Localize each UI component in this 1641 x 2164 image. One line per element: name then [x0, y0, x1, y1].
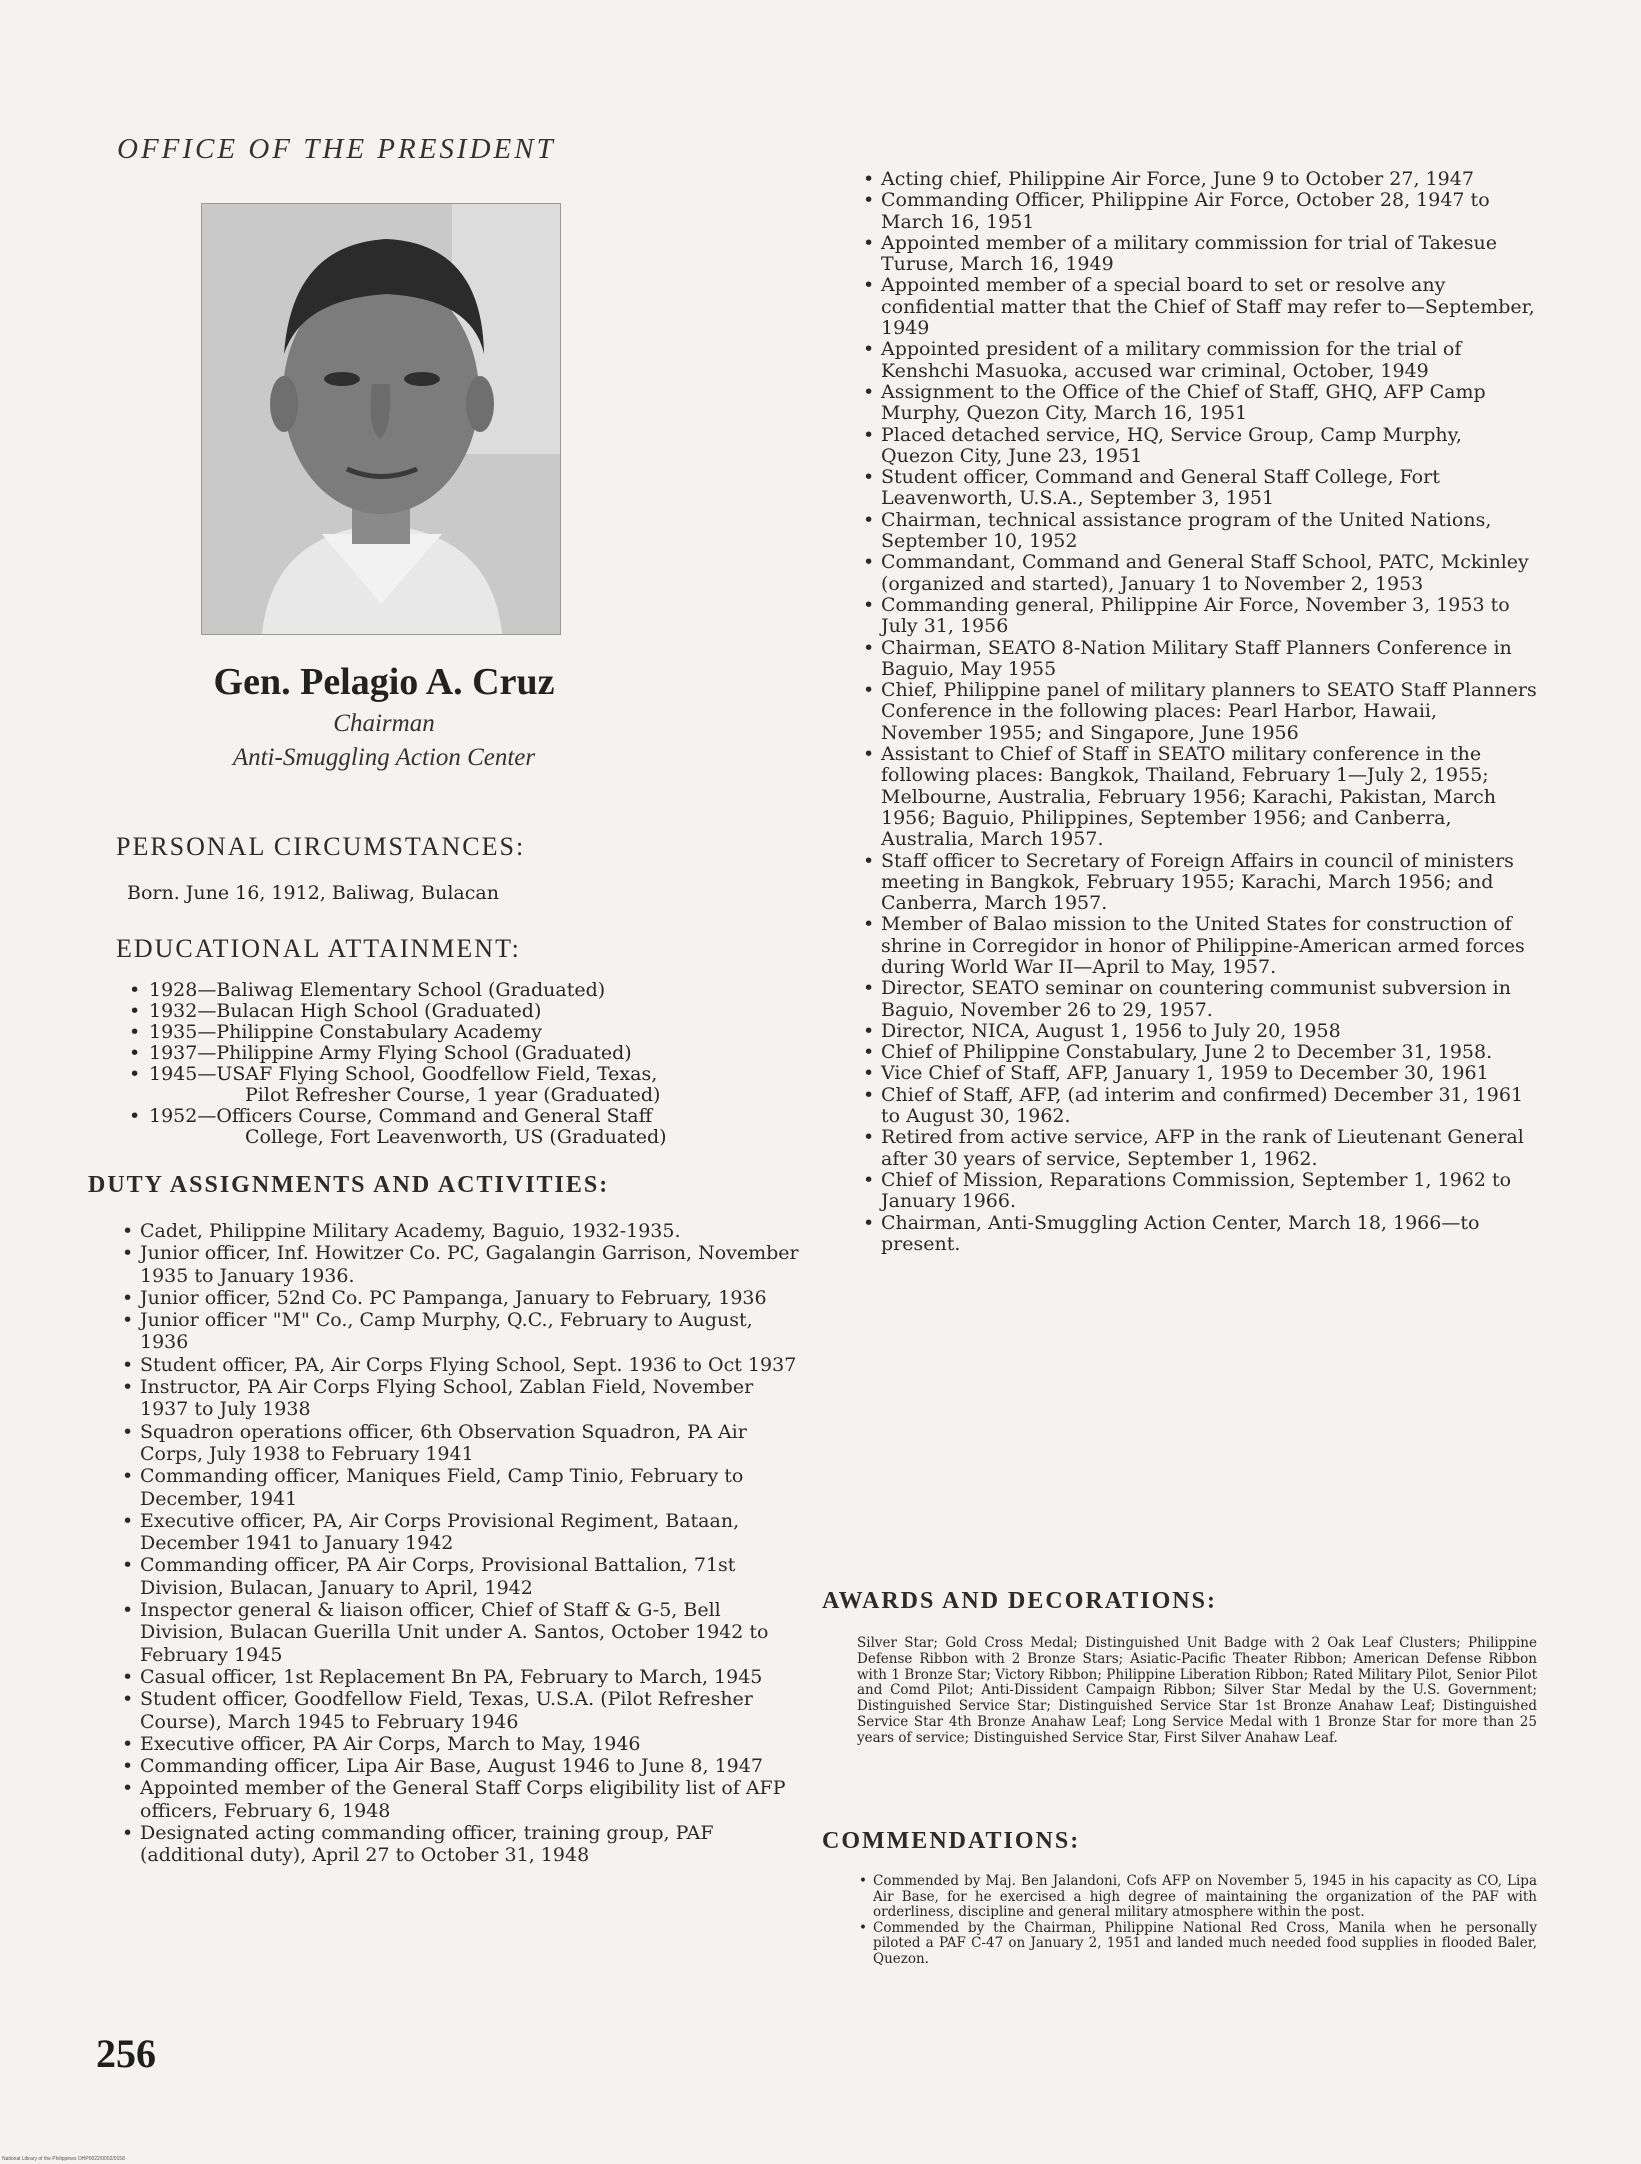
duty-item: • Acting chief, Philippine Air Force, June 9 to October 27, 1947 — [861, 169, 1537, 190]
duty-item: • Student officer, Command and General Staff College, Fort Leavenworth, U.S.A., September 3, 1951 — [861, 467, 1537, 510]
duty-item: • Cadet, Philippine Military Academy, Baguio, 1932-1935. — [120, 1220, 802, 1242]
duty-item: • Chief of Mission, Reparations Commission, September 1, 1962 to January 1966. — [861, 1170, 1537, 1213]
office-header: OFFICE OF THE PRESIDENT — [117, 133, 556, 165]
education-item — [127, 980, 817, 1001]
commendation-item: • Commended by the Chairman, Philippine National Red Cross, Manila when he personally piloted a PAF C-47 on January 2, 1951 and landed much needed food supplies in flooded Baler, Quezon. — [857, 1921, 1537, 1968]
duty-item: • Junior officer, 52nd Co. PC Pampanga, January to February, 1936 — [120, 1287, 802, 1309]
duty-item: • Placed detached service, HQ, Service Group, Camp Murphy, Quezon City, June 23, 1951 — [861, 425, 1537, 468]
education-item-continuation: College, Fort Leavenworth, US (Graduated) — [245, 1126, 667, 1148]
education-item-text: 1945—USAF Flying School, Goodfellow Field, Texas, — [149, 1063, 658, 1085]
page-number: 256 — [96, 2031, 156, 2076]
duty-item: • Casual officer, 1st Replacement Bn PA, February to March, 1945 — [120, 1666, 802, 1688]
education-item — [127, 1001, 817, 1022]
duty-item: • Appointed president of a military commission for the trial of Kenshchi Masuoka, accused war criminal, October, 1949 — [861, 339, 1537, 382]
duty-item: • Executive officer, PA Air Corps, March to May, 1946 — [120, 1733, 802, 1755]
education-item-continuation: Pilot Refresher Course, 1 year (Graduated) — [245, 1084, 661, 1106]
education-heading: EDUCATIONAL ATTAINMENT: — [116, 934, 521, 963]
duty-item: • Student officer, PA, Air Corps Flying School, Sept. 1936 to Oct 1937 — [120, 1354, 802, 1376]
duty-item: • Junior officer, Inf. Howitzer Co. PC, Gagalangin Garrison, November 1935 to January 1936. — [120, 1242, 802, 1287]
duty-item: • Commanding officer, Lipa Air Base, August 1946 to June 8, 1947 — [120, 1755, 802, 1777]
duty-item: • Appointed member of a special board to set or resolve any confidential matter that the Chief of Staff may refer to—September, 1949 — [861, 275, 1537, 339]
duty-item: • Member of Balao mission to the United States for construction of shrine in Corregidor in honor of Philippine-American armed forces during World War II—April to May, 1957. — [861, 914, 1537, 978]
duty-item: • Assignment to the Office of the Chief of Staff, GHQ, AFP Camp Murphy, Quezon City, March 16, 1951 — [861, 382, 1537, 425]
commendations-heading: COMMENDATIONS: — [822, 1828, 1081, 1854]
duty-item: • Retired from active service, AFP in the rank of Lieutenant General after 30 years of service, September 1, 1962. — [861, 1127, 1537, 1170]
duty-list-right — [861, 169, 1537, 1255]
duty-item: • Vice Chief of Staff, AFP, January 1, 1959 to December 30, 1961 — [861, 1063, 1537, 1084]
education-item-text: 1952—Officers Course, Command and General Staff — [149, 1105, 653, 1127]
duty-item: • Inspector general & liaison officer, Chief of Staff & G-5, Bell Division, Bulacan Guerilla Unit under A. Santos, October 1942 to February 1945 — [120, 1599, 802, 1666]
education-item-text: 1937—Philippine Army Flying School (Graduated) — [149, 1042, 632, 1064]
education-list — [127, 980, 817, 1148]
commendation-item: • Commended by Maj. Ben Jalandoni, Cofs AFP on November 5, 1945 in his capacity as CO, Lipa Air Base, for he exercised a high degree of maintaining the organization of the PAF with orderliness, discipline and general military atmosphere within the post. — [857, 1874, 1537, 1921]
duty-heading: DUTY ASSIGNMENTS AND ACTIVITIES: — [88, 1172, 610, 1198]
duty-item: • Assistant to Chief of Staff in SEATO military conference in the following places: Bangkok, Thailand, February 1—July 2, 1955; Melbourne, Australia, February 1956; Karachi, Pakistan, March 1956; Baguio, Philippines, September 1956; and Canberra, Australia, March 1957. — [861, 744, 1537, 850]
education-item — [127, 1064, 817, 1106]
duty-item: • Chief, Philippine panel of military planners to SEATO Staff Planners Conference in the following places: Pearl Harbor, Hawaii, November 1955; and Singapore, June 1956 — [861, 680, 1537, 744]
person-name: Gen. Pelagio A. Cruz — [213, 661, 555, 703]
duty-item: • Commanding officer, Maniques Field, Camp Tinio, February to December, 1941 — [120, 1465, 802, 1510]
duty-item: • Chairman, technical assistance program of the United Nations, September 10, 1952 — [861, 510, 1537, 553]
duty-item: • Appointed member of the General Staff Corps eligibility list of AFP officers, February 6, 1948 — [120, 1777, 802, 1822]
duty-item: • Designated acting commanding officer, training group, PAF (additional duty), April 27 to October 31, 1948 — [120, 1822, 802, 1867]
person-organization: Anti-Smuggling Action Center — [232, 744, 536, 771]
education-item-text: 1932—Bulacan High School (Graduated) — [149, 1000, 542, 1022]
duty-item: • Staff officer to Secretary of Foreign Affairs in council of ministers meeting in Bangkok, February 1955; Karachi, March 1956; and Canberra, March 1957. — [861, 851, 1537, 915]
education-item-text: 1935—Philippine Constabulary Academy — [149, 1021, 542, 1043]
duty-item: • Chief of Staff, AFP, (ad interim and confirmed) December 31, 1961 to August 30, 1962. — [861, 1085, 1537, 1128]
commendations-list — [857, 1874, 1537, 1968]
education-item — [127, 1043, 817, 1064]
portrait-photo — [201, 203, 561, 635]
duty-list-left — [120, 1220, 802, 1867]
duty-item: • Student officer, Goodfellow Field, Texas, U.S.A. (Pilot Refresher Course), March 1945 to February 1946 — [120, 1688, 802, 1733]
duty-item: • Commanding Officer, Philippine Air Force, October 28, 1947 to March 16, 1951 — [861, 190, 1537, 233]
archive-footer: National Library of the Philippines OHP0022/0002/0158 — [2, 2156, 125, 2162]
duty-item: • Instructor, PA Air Corps Flying School, Zablan Field, November 1937 to July 1938 — [120, 1376, 802, 1421]
duty-item: • Commanding general, Philippine Air Force, November 3, 1953 to July 31, 1956 — [861, 595, 1537, 638]
portrait-illustration — [202, 204, 560, 634]
duty-item: • Chairman, Anti-Smuggling Action Center, March 18, 1966—to present. — [861, 1213, 1537, 1256]
birth-info: Born. June 16, 1912, Baliwag, Bulacan — [127, 882, 499, 904]
duty-item: • Squadron operations officer, 6th Observation Squadron, PA Air Corps, July 1938 to February 1941 — [120, 1421, 802, 1466]
education-item-text: 1928—Baliwag Elementary School (Graduated) — [149, 979, 606, 1001]
duty-item: • Director, NICA, August 1, 1956 to July 20, 1958 — [861, 1021, 1537, 1042]
education-item — [127, 1106, 817, 1148]
duty-item: • Commandant, Command and General Staff School, PATC, Mckinley (organized and started), January 1 to November 2, 1953 — [861, 552, 1537, 595]
education-item — [127, 1022, 817, 1043]
duty-item: • Chief of Philippine Constabulary, June 2 to December 31, 1958. — [861, 1042, 1537, 1063]
duty-item: • Chairman, SEATO 8-Nation Military Staff Planners Conference in Baguio, May 1955 — [861, 638, 1537, 681]
duty-item: • Director, SEATO seminar on countering communist subversion in Baguio, November 26 to 29, 1957. — [861, 978, 1537, 1021]
duty-item: • Appointed member of a military commission for trial of Takesue Turuse, March 16, 1949 — [861, 233, 1537, 276]
awards-text: Silver Star; Gold Cross Medal; Distinguished Unit Badge with 2 Oak Leaf Clusters; Philippine Defense Ribbon with 2 Bronze Stars; Asiatic-Pacific Theater Ribbon; American Defense Ribbon with 1 Bronze Star; Victory Ribbon; Philippine Liberation Ribbon; Rated Military Pilot, Senior Pilot and Comd Pilot; Anti-Dissident Campaign Ribbon; Silver Star Medal by the U.S. Government; Distinguished Service Star; Distinguished Service Star 1st Bronze Anahaw Leaf; Distinguished Service Star 4th Bronze Anahaw Leaf; Long Service Medal with 1 Bronze Star for more than 25 years of service; Distinguished Service Star, First Silver Anahaw Leaf. — [857, 1635, 1537, 1746]
awards-heading: AWARDS AND DECORATIONS: — [822, 1588, 1217, 1614]
personal-heading: PERSONAL CIRCUMSTANCES: — [116, 832, 526, 861]
person-title: Chairman — [333, 710, 435, 737]
duty-item: • Commanding officer, PA Air Corps, Provisional Battalion, 71st Division, Bulacan, January to April, 1942 — [120, 1554, 802, 1599]
duty-item: • Junior officer "M" Co., Camp Murphy, Q.C., February to August, 1936 — [120, 1309, 802, 1354]
duty-item: • Executive officer, PA, Air Corps Provisional Regiment, Bataan, December 1941 to January 1942 — [120, 1510, 802, 1555]
